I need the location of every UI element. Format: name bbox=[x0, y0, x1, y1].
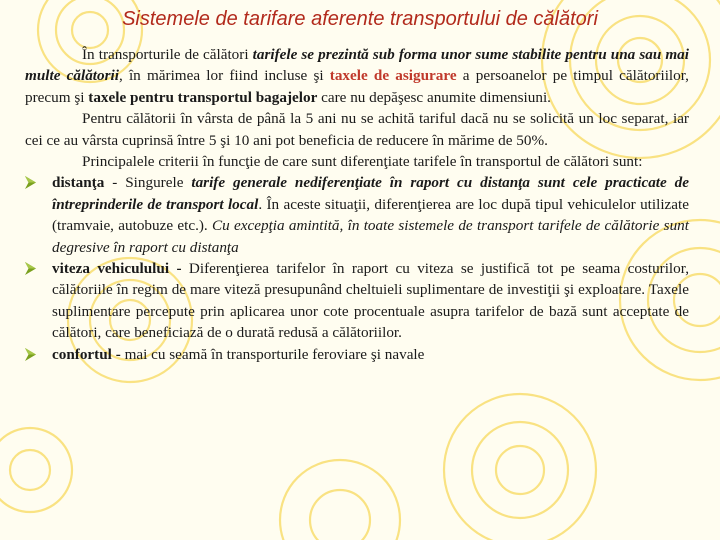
text-segment: În transporturile de călători bbox=[82, 46, 253, 63]
list-item-distance bbox=[25, 172, 689, 258]
slide-title: Sistemele de tarifare aferente transportului de călători bbox=[122, 8, 598, 30]
list-item-comfort bbox=[25, 344, 689, 365]
criterion-name: confortul bbox=[52, 345, 112, 363]
slide-body bbox=[25, 44, 689, 365]
text-segment: , în mărimea lor fiind incluse şi bbox=[118, 67, 330, 85]
emphasis-baggage-fees: taxele pentru transportul bagajelor bbox=[88, 88, 318, 106]
criterion-name: viteza vehiculului bbox=[52, 260, 170, 278]
text-segment: - bbox=[169, 260, 189, 278]
list-item-vehicle-speed bbox=[25, 258, 689, 344]
paragraph-fares-intro bbox=[25, 44, 689, 108]
highlight-insurance-fees: taxele de asigurare bbox=[329, 67, 457, 85]
green-arrow-bullet-icon bbox=[25, 262, 36, 275]
criterion-text: Diferenţierea tarifelor în raport cu viteza se justifică tot pe seama costurilor, călătoriile în regim de mare viteză presupunând cheltuieli suplimentare de investiţii şi exploatare. Taxele suplimentare percepute prin aplicarea unor cote procentuale asupra tarifelor de bază sunt acceptate de călători, care beneficiază de o durată redusă a călătoriilor. bbox=[52, 260, 689, 342]
text-segment: a persoanelor pe timpul călătoriilor, precum şi bbox=[25, 67, 689, 106]
text-segment: care nu depăşesc anumite dimensiuni. bbox=[317, 88, 551, 106]
green-arrow-bullet-icon bbox=[25, 348, 36, 361]
emphasis-fares-definition: tarifele se prezintă sub forma unor sume stabilite pentru una sau mai multe călătorii bbox=[25, 46, 689, 85]
green-arrow-bullet-icon bbox=[25, 176, 36, 189]
paragraph-criteria-intro: Principalele criterii în funcţie de care sunt diferenţiate tarifele în transportul de călători sunt: bbox=[82, 153, 643, 171]
emphasis-local-transport: tarife generale nediferenţiate în raport cu distanţa sunt cele practicate de întreprinderile de transport local bbox=[52, 174, 690, 213]
criterion-text: mai cu seamă în transporturile feroviare şi navale bbox=[124, 345, 425, 363]
italic-degressive-note: Cu excepţia amintită, în toate sistemele de transport tarifele de călătorie sunt degresive în raport cu distanţa bbox=[52, 217, 689, 256]
text-segment: - Singurele bbox=[104, 174, 192, 192]
criteria-list bbox=[25, 172, 689, 365]
criterion-name: distanţa bbox=[52, 174, 105, 192]
text-segment: - bbox=[111, 345, 125, 363]
text-segment: . În aceste situaţii, diferenţierea are loc după tipul vehiculelor utilizate (tramvaie, autobuze etc.). bbox=[52, 195, 689, 235]
paragraph-children-fares: Pentru călătorii în vârsta de până la 5 ani nu se achită tariful dacă nu se solicită un loc separat, iar cei ce au vârsta cuprinsă între 5 şi 10 ani pot beneficia de reducere în mărime de 50%. bbox=[25, 110, 689, 149]
